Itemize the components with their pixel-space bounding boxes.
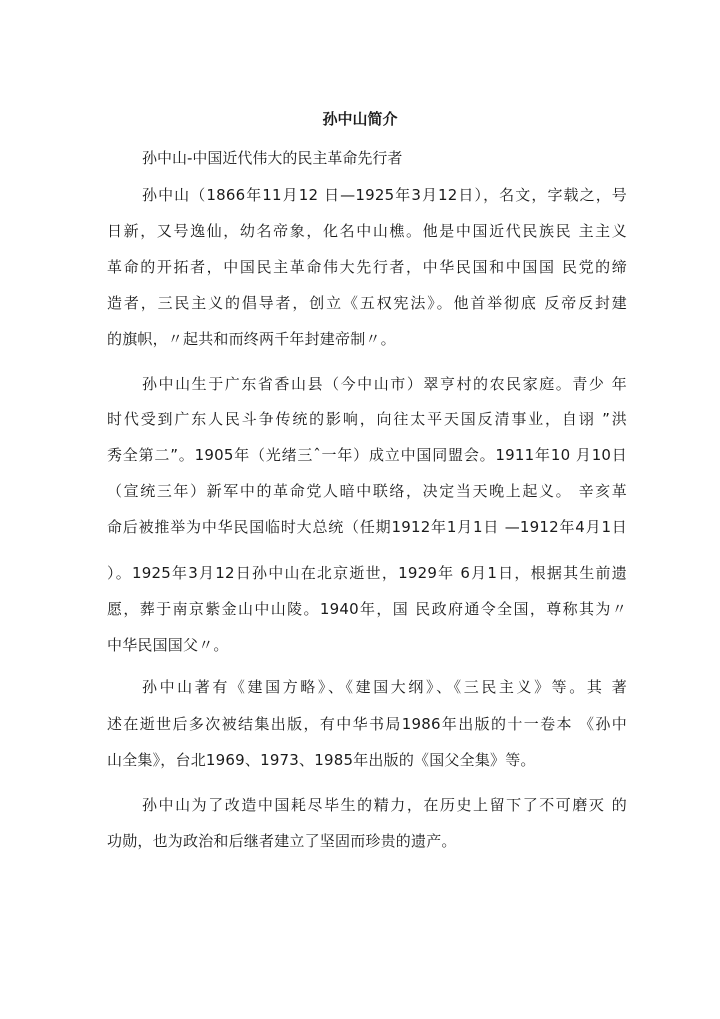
paragraph-1-line-2: 日新，又号逸仙，幼名帝象，化名中山樵。他是中国近代民族民 主主义 xyxy=(107,222,627,240)
paragraph-2-line-5: 命后被推举为中华民国临时大总统（任期1912年1月1日 —1912年4月1日 xyxy=(107,518,627,536)
paragraph-2-line-7: 愿，葬于南京紫金山中山陵。1940年，国 民政府通令全国，尊称其为〃 xyxy=(107,600,627,618)
paragraph-2-line-2: 时代受到广东人民斗争传统的影响，向往太平天国反清事业，自诩 ”洪 xyxy=(107,410,627,428)
paragraph-1-line-5: 的旗帜，〃起共和而终两千年封建帝制〃。 xyxy=(107,330,396,348)
paragraph-2-line-4: （宣统三年）新军中的革命党人暗中联络，决定当天晚上起义。 辛亥革 xyxy=(107,482,627,500)
paragraph-2-line-6: ）。1925年3月12日孙中山在北京逝世，1929年 6月1日，根据其生前遗 xyxy=(107,564,627,582)
paragraph-3-line-3: 山全集》，台北1969、1973、1985年出版的《国父全集》等。 xyxy=(107,751,536,769)
paragraph-3-line-2: 述在逝世后多次被结集出版，有中华书局1986年出版的十一卷本 《孙中 xyxy=(107,715,627,733)
paragraph-2-line-3: 秀全第二”。1905年（光绪三ˆ一年）成立中国同盟会。1911年10 月10日 xyxy=(107,446,627,464)
paragraph-1-line-4: 造者，三民主义的倡导者，创立《五权宪法》。他首举彻底 反帝反封建 xyxy=(107,294,627,312)
document-subtitle: 孙中山-中国近代伟大的民主革命先行者 xyxy=(142,149,403,167)
document-title: 孙中山简介 xyxy=(322,110,398,128)
paragraph-3-line-1: 孙中山著有《建国方略》、《建国大纲》、《三民主义》等。其 著 xyxy=(142,678,627,696)
paragraph-4-line-1: 孙中山为了改造中国耗尽毕生的精力，在历史上留下了不可磨灭 的 xyxy=(142,796,627,814)
paragraph-2-line-1: 孙中山生于广东省香山县（今中山市）翠亨村的农民家庭。青少 年 xyxy=(142,375,627,393)
paragraph-1-line-1: 孙中山（1866年11月12 日—1925年3月12日），名文，字载之，号 xyxy=(142,186,627,204)
paragraph-2-line-8: 中华民国国父〃。 xyxy=(107,636,229,654)
paragraph-4-line-2: 功勋，也为政治和后继者建立了坚固而珍贵的遗产。 xyxy=(107,832,457,850)
paragraph-1-line-3: 革命的开拓者，中国民主革命伟大先行者，中华民国和中国国 民党的缔 xyxy=(107,258,627,276)
